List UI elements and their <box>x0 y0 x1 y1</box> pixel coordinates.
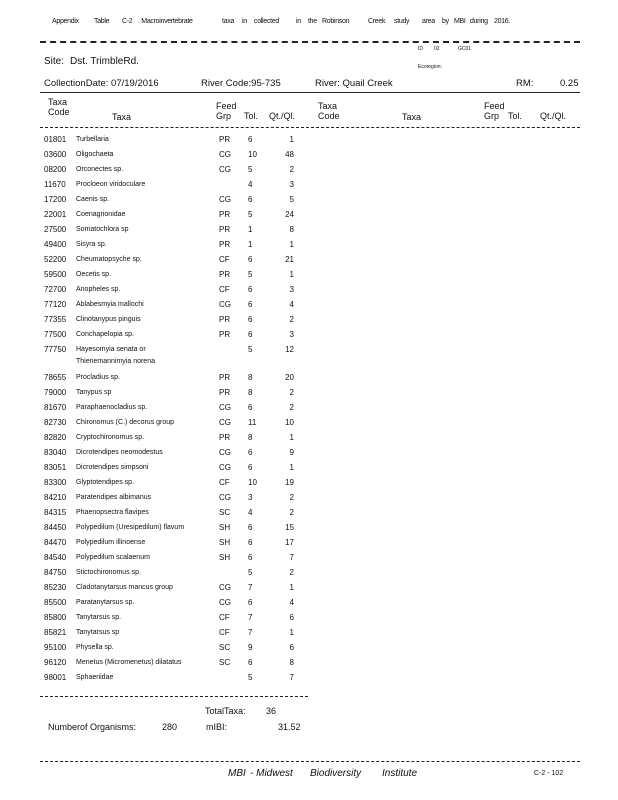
hdr-line: Grp <box>484 111 500 121</box>
taxa-code: 22001 <box>44 210 67 219</box>
caption-word: . Macroinvertebrate <box>138 18 193 25</box>
taxa-name: Paraphaenocladius sp. <box>76 404 148 411</box>
taxa-name: Tanytarsus sp <box>76 629 120 636</box>
tolerance: 6 <box>248 300 253 309</box>
feed-group: SH <box>219 523 231 532</box>
feed-group: PR <box>219 315 231 324</box>
hdr-tol: Tol. <box>244 111 259 121</box>
table-row <box>0 283 618 298</box>
quantity: 6 <box>289 643 294 652</box>
taxa-code: 11670 <box>44 180 66 189</box>
quantity: 7 <box>289 673 294 682</box>
quantity: 6 <box>289 613 294 622</box>
table-row <box>0 431 618 446</box>
tolerance: 6 <box>248 523 253 532</box>
caption-word: taxa <box>222 18 235 25</box>
taxa-name: Orconectes sp. <box>76 166 124 173</box>
tolerance: 6 <box>248 658 253 667</box>
hdr-taxa-code <box>48 97 70 117</box>
site-line <box>44 56 139 67</box>
caption-word: study <box>394 18 410 25</box>
table-end-divider <box>40 696 308 697</box>
feed-group: PR <box>219 210 231 219</box>
table-row <box>0 506 618 521</box>
taxa-name: Hayesomyia senata or <box>76 346 146 353</box>
quantity: 1 <box>289 240 294 249</box>
caption-word: the <box>308 18 317 25</box>
taxa-code: 84470 <box>44 538 67 547</box>
tolerance: 10 <box>248 478 257 487</box>
quantity: 1 <box>289 270 294 279</box>
feed-group: SH <box>219 538 231 547</box>
quantity: 8 <box>289 225 294 234</box>
tolerance: 3 <box>248 493 253 502</box>
caption-word: Robinson <box>322 18 350 25</box>
quantity: 15 <box>285 523 294 532</box>
tolerance: 5 <box>248 210 253 219</box>
taxa-name: Oligochaeta <box>76 151 114 158</box>
taxa-code: 85500 <box>44 598 67 607</box>
taxa-name: Polypedilum illinoense <box>76 539 146 546</box>
taxa-code: 83051 <box>44 463 67 472</box>
tolerance: 1 <box>248 225 253 234</box>
hdr-tol-right: Tol. <box>508 111 523 121</box>
tolerance: 8 <box>248 388 253 397</box>
feed-group: CF <box>219 613 230 622</box>
quantity: 1 <box>289 135 294 144</box>
quantity: 1 <box>289 433 294 442</box>
tolerance: 5 <box>248 270 253 279</box>
taxa-code: 79000 <box>44 388 67 397</box>
tolerance: 7 <box>248 613 253 622</box>
tolerance: 9 <box>248 643 253 652</box>
feed-group: CG <box>219 403 231 412</box>
tolerance: 6 <box>248 195 253 204</box>
feed-group: PR <box>219 373 231 382</box>
quantity: 19 <box>285 478 294 487</box>
taxa-code: 81670 <box>44 403 67 412</box>
taxa-name: Cladotanytarsus mancus group <box>76 584 173 591</box>
taxa-name: Sisyra sp. <box>76 241 107 248</box>
caption-word: MBI <box>454 18 466 25</box>
taxa-name: Physella sp. <box>76 644 114 651</box>
collection-date: CollectionDate: 07/19/2016 <box>44 78 159 89</box>
table-row <box>0 223 618 238</box>
taxa-code: 85821 <box>44 628 67 637</box>
feed-group: CG <box>219 493 231 502</box>
taxa-name: Paratanytarsus sp. <box>76 599 135 606</box>
table-row <box>0 626 618 641</box>
feed-group: SC <box>219 643 231 652</box>
quantity: 2 <box>289 315 294 324</box>
caption-word: in <box>296 18 301 25</box>
caption-word: by <box>442 18 449 25</box>
quantity: 5 <box>289 195 294 204</box>
table-row <box>0 671 618 686</box>
taxa-code: 95100 <box>44 643 67 652</box>
taxa-code: 03600 <box>44 150 67 159</box>
caption-table-no: C-2 <box>122 18 133 25</box>
hdr-qt-right: Qt./Ql. <box>540 111 567 121</box>
table-row <box>0 491 618 506</box>
table-row <box>0 178 618 193</box>
taxa-code: 85230 <box>44 583 67 592</box>
taxa-code: 77355 <box>44 315 67 324</box>
quantity: 3 <box>289 285 294 294</box>
taxa-name: Anopheles sp. <box>76 286 121 293</box>
taxa-name: Coenagrionidae <box>76 211 126 218</box>
river-name: River: Quail Creek <box>315 78 393 89</box>
tolerance: 5 <box>248 673 253 682</box>
taxa-name: Dicrotendipes neomodestus <box>76 449 163 456</box>
taxa-code: 77750 <box>44 345 67 354</box>
feed-group: CG <box>219 448 231 457</box>
feed-group: CF <box>219 285 230 294</box>
feed-group: SC <box>219 508 231 517</box>
taxa-table <box>0 133 618 686</box>
feed-group: CG <box>219 583 231 592</box>
table-row <box>0 416 618 431</box>
rm-value: 0.25 <box>560 78 579 89</box>
rm-label: RM: <box>516 78 534 89</box>
table-row <box>0 371 618 386</box>
taxa-code: 27500 <box>44 225 67 234</box>
taxa-name: Polypedilum (Uresipedilum) flavum <box>76 524 185 531</box>
table-row <box>0 476 618 491</box>
taxa-code: 78655 <box>44 373 67 382</box>
taxa-code: 08200 <box>44 165 67 174</box>
table-row <box>0 461 618 476</box>
quantity: 4 <box>289 300 294 309</box>
quantity: 2 <box>289 388 294 397</box>
feed-group: PR <box>219 388 231 397</box>
table-row <box>0 536 618 551</box>
table-row <box>0 551 618 566</box>
feed-group: CG <box>219 418 231 427</box>
ecoregion-label: Ecoregion: <box>418 64 442 70</box>
tolerance: 8 <box>248 433 253 442</box>
table-row <box>0 446 618 461</box>
taxa-name: Chironomus (C.) decorus group <box>76 419 175 426</box>
taxa-code: 82820 <box>44 433 67 442</box>
tolerance: 4 <box>248 508 253 517</box>
total-taxa-label: TotalTaxa: <box>205 706 246 716</box>
taxa-code: 01801 <box>44 135 67 144</box>
feed-group: PR <box>219 135 231 144</box>
taxa-name: Cheumatopsyche sp. <box>76 256 142 263</box>
caption-word: 2016. <box>494 18 511 25</box>
taxa-code: 84540 <box>44 553 67 562</box>
table-row <box>0 313 618 328</box>
quantity: 2 <box>289 165 294 174</box>
footer-divider <box>40 761 580 762</box>
taxa-name: Turbellaria <box>76 136 109 143</box>
id-code: GC01 <box>458 46 472 52</box>
table-row <box>0 253 618 268</box>
taxa-code: 84750 <box>44 568 67 577</box>
table-row <box>0 163 618 178</box>
table-row <box>0 656 618 671</box>
footer-org: Institute <box>382 768 418 779</box>
hdr-taxa-right: Taxa <box>402 112 422 122</box>
taxa-code: 84450 <box>44 523 67 532</box>
feed-group: CF <box>219 255 230 264</box>
quantity: 21 <box>285 255 294 264</box>
table-row <box>0 521 618 536</box>
taxa-name: Procloeon viridoculare <box>76 181 146 188</box>
table-row <box>0 298 618 313</box>
tolerance: 6 <box>248 330 253 339</box>
tolerance: 7 <box>248 628 253 637</box>
quantity: 48 <box>285 150 294 159</box>
taxa-name: Conchapelopia sp. <box>76 331 134 338</box>
tolerance: 4 <box>248 180 253 189</box>
hdr-line: Taxa <box>48 97 68 107</box>
taxa-name: Ablabesmyia mallochi <box>76 301 144 308</box>
river-code: River Code:95-735 <box>201 78 281 89</box>
site-label: Site: <box>44 56 65 67</box>
tolerance: 6 <box>248 285 253 294</box>
taxa-code: 82730 <box>44 418 67 427</box>
feed-group: CG <box>219 165 231 174</box>
taxa-name: Tanypus sp <box>76 389 112 396</box>
taxa-code: 77120 <box>44 300 67 309</box>
feed-group: PR <box>219 330 231 339</box>
tolerance: 8 <box>248 373 253 382</box>
table-row <box>0 611 618 626</box>
feed-group: CG <box>219 300 231 309</box>
taxa-code: 83040 <box>44 448 67 457</box>
tolerance: 6 <box>248 463 253 472</box>
taxa-name: Dicrotendipes simpsoni <box>76 464 149 471</box>
feed-group: CF <box>219 628 230 637</box>
feed-group: PR <box>219 433 231 442</box>
taxa-code: 84315 <box>44 508 67 517</box>
hdr-qt: Qt./Ql. <box>269 111 296 121</box>
tolerance: 6 <box>248 403 253 412</box>
num-organisms-label: Numberof Organisms: <box>48 722 137 732</box>
table-row <box>0 328 618 343</box>
hdr-taxa-code-right <box>318 101 340 121</box>
taxa-name: Clinotanypus pinguis <box>76 316 141 323</box>
hdr-taxa: Taxa <box>112 112 132 122</box>
quantity: 3 <box>289 330 294 339</box>
taxa-name: Polypedilum scalaenum <box>76 554 150 561</box>
quantity: 2 <box>289 493 294 502</box>
hdr-line: Code <box>48 107 70 117</box>
tolerance: 7 <box>248 583 253 592</box>
quantity: 2 <box>289 568 294 577</box>
taxa-code: 59500 <box>44 270 67 279</box>
taxa-code: 83300 <box>44 478 67 487</box>
taxa-name: Somatochlora sp <box>76 226 129 233</box>
tolerance: 6 <box>248 315 253 324</box>
tolerance: 6 <box>248 598 253 607</box>
taxa-code: 72700 <box>44 285 67 294</box>
taxa-name: Stictochironomus sp. <box>76 569 141 576</box>
table-row <box>0 148 618 163</box>
feed-group: CG <box>219 195 231 204</box>
taxa-name: Sphaeriidae <box>76 674 114 681</box>
feed-group: SC <box>219 658 231 667</box>
quantity: 12 <box>285 345 294 354</box>
taxa-code: 52200 <box>44 255 67 264</box>
quantity: 17 <box>285 538 294 547</box>
quantity: 1 <box>289 583 294 592</box>
table-row <box>0 268 618 283</box>
table-row <box>0 133 618 148</box>
mibi-value: 31.52 <box>278 722 301 732</box>
caption-appendix: Appendix <box>52 18 79 25</box>
table-row <box>0 193 618 208</box>
taxa-name: Paratendipes albimanus <box>76 494 152 501</box>
taxa-name: Phaenopsectra flavipes <box>76 509 149 516</box>
taxa-name: Cryptochironomus sp. <box>76 434 145 441</box>
tolerance: 1 <box>248 240 253 249</box>
info-underline <box>40 92 580 93</box>
taxa-name-cont: Thienemannimyia norena <box>76 358 155 365</box>
taxa-code: 96120 <box>44 658 67 667</box>
quantity: 9 <box>289 448 294 457</box>
caption-word: area <box>422 18 435 25</box>
table-row <box>0 596 618 611</box>
id-code: ID <box>418 46 423 52</box>
hdr-feed-right <box>484 101 505 121</box>
taxa-name: Tanytarsus sp. <box>76 614 122 621</box>
feed-group: CF <box>219 478 230 487</box>
tolerance: 6 <box>248 448 253 457</box>
caption-word: during <box>470 18 488 25</box>
hdr-line: Code <box>318 111 340 121</box>
feed-group: PR <box>219 270 231 279</box>
tolerance: 6 <box>248 538 253 547</box>
table-row <box>0 566 618 581</box>
caption-table: Table <box>94 18 110 25</box>
tolerance: 6 <box>248 135 253 144</box>
feed-group: CG <box>219 150 231 159</box>
hdr-line: Feed <box>216 101 237 111</box>
feed-group: SH <box>219 553 231 562</box>
page-number: C-2 - 102 <box>534 770 564 777</box>
taxa-name: Glyptotendipes sp. <box>76 479 134 486</box>
site-name: Dst. TrimbleRd. <box>70 56 139 67</box>
taxa-code: 98001 <box>44 673 67 682</box>
footer-org: MBI <box>228 768 246 779</box>
tolerance: 11 <box>248 418 257 427</box>
id-code: 02 <box>434 46 440 52</box>
header-divider <box>40 127 580 128</box>
feed-group: PR <box>219 225 231 234</box>
quantity: 1 <box>289 463 294 472</box>
quantity: 10 <box>285 418 294 427</box>
feed-group: CG <box>219 598 231 607</box>
quantity: 2 <box>289 403 294 412</box>
tolerance: 10 <box>248 150 257 159</box>
taxa-name: Procladius sp. <box>76 374 120 381</box>
quantity: 2 <box>289 508 294 517</box>
caption-word: collected <box>254 18 279 25</box>
table-row <box>0 581 618 596</box>
hdr-line: Taxa <box>318 101 338 111</box>
tolerance: 5 <box>248 345 253 354</box>
tolerance: 5 <box>248 165 253 174</box>
mibi-label: mIBI: <box>206 722 228 732</box>
taxa-code: 84210 <box>44 493 67 502</box>
feed-group: PR <box>219 240 231 249</box>
quantity: 24 <box>285 210 294 219</box>
quantity: 4 <box>289 598 294 607</box>
table-row <box>0 343 618 371</box>
table-row <box>0 641 618 656</box>
tolerance: 5 <box>248 568 253 577</box>
caption-word: Creek <box>368 18 386 25</box>
taxa-code: 77500 <box>44 330 67 339</box>
taxa-code: 85800 <box>44 613 67 622</box>
table-row <box>0 208 618 223</box>
total-taxa-value: 36 <box>266 706 277 716</box>
table-row <box>0 238 618 253</box>
taxa-code: 17200 <box>44 195 67 204</box>
quantity: 1 <box>289 628 294 637</box>
hdr-line: Feed <box>484 101 505 111</box>
table-row <box>0 401 618 416</box>
footer-org: Biodiversity <box>310 768 362 779</box>
divider <box>40 41 580 43</box>
taxa-code: 49400 <box>44 240 67 249</box>
taxa-name: Menetus (Micromenetus) dilatatus <box>76 659 182 666</box>
num-organisms-value: 280 <box>162 722 178 732</box>
quantity: 3 <box>289 180 294 189</box>
taxa-name: Oecetis sp. <box>76 271 112 278</box>
footer-org: - Midwest <box>250 768 293 779</box>
quantity: 20 <box>285 373 294 382</box>
quantity: 8 <box>289 658 294 667</box>
hdr-feed <box>216 101 237 121</box>
taxa-name: Caenis sp. <box>76 196 110 203</box>
table-row <box>0 386 618 401</box>
feed-group: CG <box>219 463 231 472</box>
hdr-line: Grp <box>216 111 232 121</box>
quantity: 7 <box>289 553 294 562</box>
tolerance: 6 <box>248 255 253 264</box>
caption-word: in <box>242 18 247 25</box>
tolerance: 6 <box>248 553 253 562</box>
